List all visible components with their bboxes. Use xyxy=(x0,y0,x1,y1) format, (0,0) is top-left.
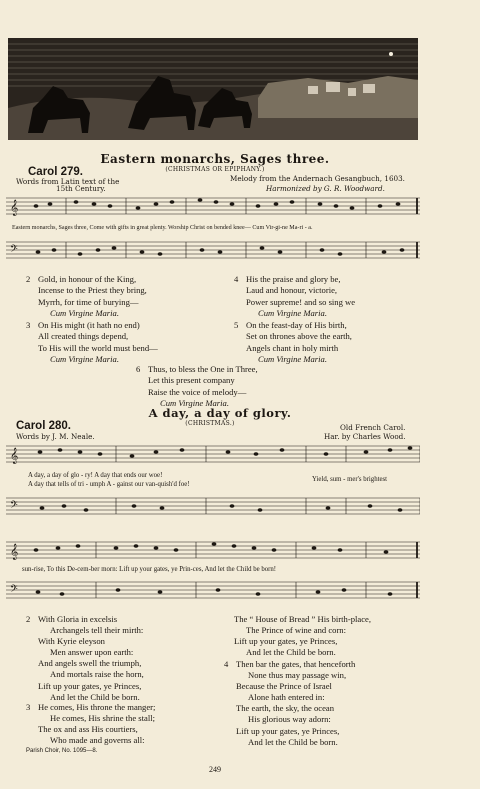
carol-279-verse-2 xyxy=(26,274,147,320)
carol-280-number: Carol 280. xyxy=(16,420,71,432)
verse-line: The earth, the sky, the ocean xyxy=(236,703,334,714)
verse-line: Archangels tell their mirth: xyxy=(50,625,144,636)
verse-number: 5 xyxy=(234,320,239,330)
verse-refrain: Cum Virgine Maria. xyxy=(160,398,229,409)
verse-line: Laud and honour, victorie, xyxy=(246,285,338,296)
carol-279-occasion: (CHRISTMAS OR EPIPHANY.) xyxy=(165,166,265,173)
carol-279-music-staff-upper xyxy=(6,194,420,220)
carol-279-music-staff-lower xyxy=(6,238,420,264)
svg-text:𝄞: 𝄞 xyxy=(10,200,19,216)
carol-280-music-staff-1-treble xyxy=(6,442,420,468)
svg-text:𝄢: 𝄢 xyxy=(10,499,18,513)
verse-line: None thus may passage win, xyxy=(248,670,347,681)
carol-280-title: A day, a day of glory. xyxy=(148,406,292,420)
carol-280-occasion: (CHRISTMAS.) xyxy=(185,420,235,427)
verse-line: With Kyrie eleyson xyxy=(38,636,105,647)
verse-line: To His will the world must bend— xyxy=(38,342,158,353)
carol-280-lyric-line-2: sun-rise, To this De-cem-ber morn: Lift up your gates, ye Prin-ces, And let the Child be born! xyxy=(22,566,277,573)
verse-line: Let this present company xyxy=(148,375,235,386)
verse-line: His glorious way adorn: xyxy=(248,714,331,725)
verse-line: And let the Child be born. xyxy=(246,647,336,658)
carol-279-verse-5 xyxy=(234,320,352,366)
verse-line: And let the Child be born. xyxy=(50,691,140,702)
verse-line: Lift up your gates, ye Princes, xyxy=(236,725,340,736)
verse-line: All created things depend, xyxy=(38,331,129,342)
carol-280-music-staff-2-treble xyxy=(6,538,420,564)
carol-279-words-line1: Words from Latin text of the xyxy=(16,177,120,186)
verse-number: 6 xyxy=(136,364,141,374)
carol-279-underlay-lyric: Eastern monarchs, Sages three, Come with gifts in great plenty. Worship Christ on bended knee— Cum Vir-gi-ne Ma-ri - a. xyxy=(12,225,313,231)
verse-line: Because the Prince of Israel xyxy=(236,681,332,692)
verse-line: Lift up your gates, ye Princes, xyxy=(38,680,142,691)
svg-text:𝄞: 𝄞 xyxy=(10,544,19,560)
carol-280-verse-4 xyxy=(224,659,355,748)
verse-number: 3 xyxy=(26,320,31,330)
verse-number: 2 xyxy=(26,274,31,284)
verse-line: On His might (it hath no end) xyxy=(38,320,140,330)
verse-line: The “ House of Bread ” His birth-place, xyxy=(234,614,371,624)
verse-line: Gold, in honour of the King, xyxy=(38,274,137,284)
carol-280-lyric-line-1c: Yield, sum - mer's brightest xyxy=(312,476,388,483)
svg-text:𝄢: 𝄢 xyxy=(10,243,18,257)
verse-line: With Gloria in excelsis xyxy=(38,614,118,624)
carol-280-harmonizer: Har. by Charles Wood. xyxy=(324,432,406,441)
verse-line: Raise the voice of melody— xyxy=(148,386,247,397)
verse-line: Then bar the gates, that henceforth xyxy=(236,659,356,669)
verse-line: He comes, His throne the manger; xyxy=(38,702,156,712)
verse-refrain: Cum Virgine Maria. xyxy=(50,308,119,319)
carol-279-melody-line2: Harmonized by G. R. Woodward. xyxy=(266,184,385,193)
carol-280-lyric-line-1b: A day that tells of tri - umph A - gainst our van-quish'd foe! xyxy=(28,481,190,488)
carol-280-verse-3 xyxy=(26,702,155,746)
verse-line: The ox and ass His courtiers, xyxy=(38,724,138,735)
verse-line: Alone hath entered in: xyxy=(248,692,325,703)
verse-number: 4 xyxy=(224,659,229,669)
carol-279-verse-4 xyxy=(234,274,355,320)
carol-280-verse-2 xyxy=(26,614,144,703)
verse-line: His the praise and glory be, xyxy=(246,274,341,284)
verse-line: And mortals raise the horn, xyxy=(50,669,144,680)
verse-line: Men answer upon earth: xyxy=(50,647,134,658)
verse-line: On the feast-day of His birth, xyxy=(246,320,347,330)
carol-279-title: Eastern monarchs, Sages three. xyxy=(100,152,330,166)
verse-refrain: Cum Virgine Maria. xyxy=(258,354,327,365)
parish-choir-reference: Parish Choir, No. 1095—8. xyxy=(26,748,98,754)
verse-line: Who made and governs all: xyxy=(50,735,145,746)
carol-280-lyric-line-1a: A day, a day of glo - ry! A day that ends our woe! xyxy=(28,472,163,479)
carol-280-verse-3-continued xyxy=(234,614,371,658)
verse-line: Thus, to bless the One in Three, xyxy=(148,364,258,374)
verse-line: The Prince of wine and corn: xyxy=(246,625,346,636)
verse-refrain: Cum Virgine Maria. xyxy=(50,354,119,365)
verse-line: Incense to the Priest they bring, xyxy=(38,285,147,296)
magi-woodcut-illustration xyxy=(8,38,418,140)
verse-number: 4 xyxy=(234,274,239,284)
carol-279-verse-6 xyxy=(136,364,258,410)
verse-number: 3 xyxy=(26,702,31,712)
verse-line: Angels chant in holy mirth xyxy=(246,342,339,353)
carol-279-melody-line1: Melody from the Andernach Gesangbuch, 1603. xyxy=(230,174,405,183)
carol-280-music-staff-2-bass xyxy=(6,578,420,604)
verse-line: Lift up your gates, ye Princes, xyxy=(234,636,338,647)
svg-text:𝄞: 𝄞 xyxy=(10,448,19,464)
verse-line: Power supreme! and so sing we xyxy=(246,296,356,307)
carol-280-source: Old French Carol. xyxy=(340,423,406,432)
svg-text:𝄢: 𝄢 xyxy=(10,583,18,597)
carol-279-number: Carol 279. xyxy=(28,166,83,178)
carol-279-words-line2: 15th Century. xyxy=(56,184,106,193)
verse-line: He comes, His shrine the stall; xyxy=(50,713,156,724)
page-number: 249 xyxy=(209,765,221,774)
verse-line: Myrrh, for time of burying— xyxy=(38,296,139,307)
verse-number: 2 xyxy=(26,614,31,624)
verse-line: And angels swell the triumph, xyxy=(38,658,142,669)
verse-line: And let the Child be born. xyxy=(248,736,338,747)
verse-line: Set on thrones above the earth, xyxy=(246,331,352,342)
carol-279-verse-3 xyxy=(26,320,158,366)
carol-280-music-staff-1-bass xyxy=(6,494,420,520)
verse-refrain: Cum Virgine Maria. xyxy=(258,308,327,319)
carol-280-words: Words by J. M. Neale. xyxy=(16,432,95,441)
